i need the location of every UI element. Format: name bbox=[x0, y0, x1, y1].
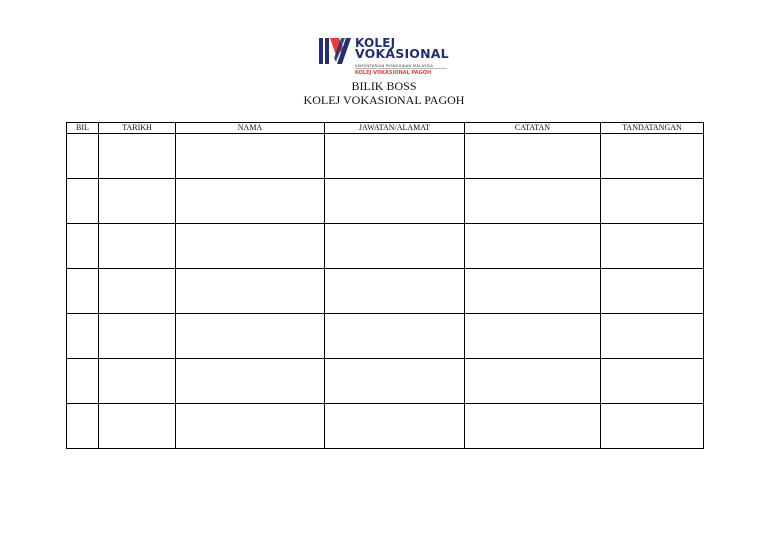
table-cell bbox=[465, 179, 601, 224]
table-cell bbox=[325, 269, 465, 314]
document-title: BILIK BOSS bbox=[351, 79, 417, 93]
table-row bbox=[67, 179, 704, 224]
table-cell bbox=[601, 179, 704, 224]
column-header-jawatan-alamat: JAWATAN/ALAMAT bbox=[325, 123, 465, 134]
table-cell bbox=[465, 269, 601, 314]
table-row bbox=[67, 269, 704, 314]
table-row bbox=[67, 314, 704, 359]
table-cell bbox=[67, 179, 99, 224]
table-cell bbox=[99, 404, 176, 449]
table-cell bbox=[601, 269, 704, 314]
table-cell bbox=[465, 404, 601, 449]
table-cell bbox=[99, 224, 176, 269]
table-cell bbox=[601, 359, 704, 404]
table-cell bbox=[67, 224, 99, 269]
column-header-nama: NAMA bbox=[176, 123, 325, 134]
table-cell bbox=[176, 224, 325, 269]
logo-ministry-text: KEMENTERIAN PENDIDIKAN MALAYSIA bbox=[355, 63, 434, 68]
table-cell bbox=[601, 314, 704, 359]
table-row bbox=[67, 404, 704, 449]
table-row bbox=[67, 134, 704, 179]
column-header-tarikh: TARIKH bbox=[99, 123, 176, 134]
table-cell bbox=[176, 314, 325, 359]
table-cell bbox=[325, 359, 465, 404]
table-cell bbox=[176, 359, 325, 404]
table-cell bbox=[465, 224, 601, 269]
register-table bbox=[66, 122, 704, 449]
table-row bbox=[67, 224, 704, 269]
table-cell bbox=[99, 134, 176, 179]
table-body bbox=[67, 134, 704, 449]
table-cell bbox=[465, 359, 601, 404]
table-cell bbox=[67, 359, 99, 404]
logo-text-kolej: KOLEJ bbox=[355, 36, 396, 50]
column-header-tandatangan: TANDATANGAN bbox=[601, 123, 704, 134]
table-cell bbox=[67, 134, 99, 179]
table-cell bbox=[99, 359, 176, 404]
kv-logo-icon bbox=[318, 36, 352, 66]
table-cell bbox=[176, 134, 325, 179]
table-cell bbox=[67, 269, 99, 314]
table-cell bbox=[325, 179, 465, 224]
table-cell bbox=[601, 404, 704, 449]
college-logo bbox=[318, 34, 450, 74]
table-header-row bbox=[67, 123, 704, 134]
table-cell bbox=[99, 314, 176, 359]
table-cell bbox=[601, 224, 704, 269]
document-subtitle: KOLEJ VOKASIONAL PAGOH bbox=[303, 93, 465, 107]
table-cell bbox=[325, 224, 465, 269]
table-cell bbox=[67, 314, 99, 359]
table-cell bbox=[465, 314, 601, 359]
table-row bbox=[67, 359, 704, 404]
logo-college-name: KOLEJ VOKASIONAL PAGOH bbox=[355, 68, 447, 77]
column-header-bil: BIL bbox=[67, 123, 99, 134]
table-cell bbox=[176, 269, 325, 314]
table-cell bbox=[601, 134, 704, 179]
column-header-catatan: CATATAN bbox=[465, 123, 601, 134]
table-cell bbox=[176, 179, 325, 224]
table-cell bbox=[67, 404, 99, 449]
logo-text-vokasional: VOKASIONAL bbox=[355, 46, 449, 61]
table-cell bbox=[325, 314, 465, 359]
table-cell bbox=[176, 404, 325, 449]
table-cell bbox=[99, 179, 176, 224]
table-cell bbox=[325, 134, 465, 179]
table-cell bbox=[99, 269, 176, 314]
table-cell bbox=[325, 404, 465, 449]
table-cell bbox=[465, 134, 601, 179]
